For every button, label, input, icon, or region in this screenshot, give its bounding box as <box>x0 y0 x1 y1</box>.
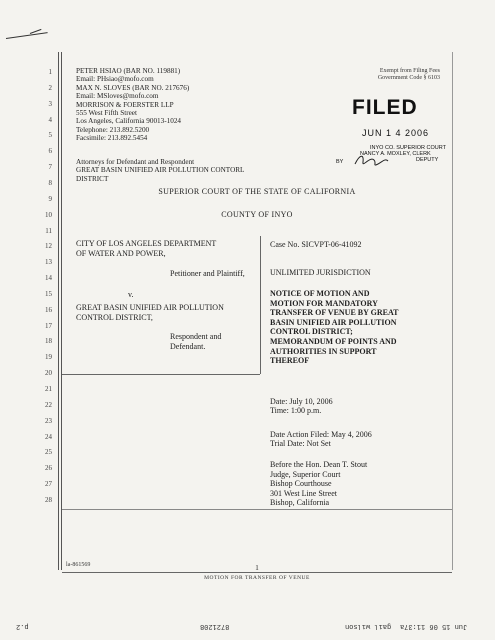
line-number: 22 <box>45 400 52 409</box>
attorney-line: Los Angeles, California 90013-1024 <box>76 117 182 126</box>
fax-timestamp: Jun 15 06 11:37a <box>400 622 468 630</box>
line-number: 28 <box>45 495 52 504</box>
judge-line: Bishop Courthouse <box>270 479 332 489</box>
margin-rule-left <box>58 52 59 570</box>
attorney-line: Telephone: 213.892.5200 <box>76 125 150 134</box>
document-title-line: NOTICE OF MOTION AND <box>270 289 370 298</box>
document-title-line: MEMORANDUM OF POINTS AND <box>270 336 397 346</box>
attorney-line: 555 West Fifth Street <box>76 109 137 118</box>
filed-stamp-by: BY <box>336 159 344 165</box>
line-number: 17 <box>45 321 52 330</box>
footer-title: MOTION FOR TRANSFER OF VENUE <box>204 575 310 581</box>
line-number: 20 <box>45 369 52 378</box>
judge-block <box>270 460 367 508</box>
attorneys-for-block <box>76 158 244 183</box>
line-number: 5 <box>48 131 52 140</box>
fax-number: 8721208 <box>200 622 230 630</box>
exempt-line: Exempt from Filing Fees <box>379 68 440 74</box>
footer-rule <box>62 572 452 573</box>
line-number: 15 <box>45 289 52 298</box>
line-number: 19 <box>45 353 52 362</box>
plaintiff-line: OF WATER AND POWER, <box>76 249 166 258</box>
document-title-line: CONTROL DISTRICT; <box>270 327 353 337</box>
margin-rule-left-inner <box>61 52 62 570</box>
attorney-line: Email: PHsiao@mofo.com <box>76 75 154 84</box>
document-title-line: MOTION FOR MANDATORY <box>270 298 378 308</box>
line-number: 6 <box>48 147 52 156</box>
jurisdiction: UNLIMITED JURISDICTION <box>270 268 371 277</box>
line-number: 27 <box>45 480 52 489</box>
attorney-header <box>76 67 189 143</box>
caption-bottom-rule <box>62 374 260 375</box>
defendant-role-line: Defendant. <box>170 342 206 351</box>
judge-line: Before the Hon. Dean T. Stout <box>270 460 368 469</box>
filed-stamp-title: FILED <box>352 96 418 119</box>
judge-line: Judge, Superior Court <box>270 469 341 479</box>
filed-stamp-court: INYO CO. SUPERIOR COURT <box>370 145 446 151</box>
line-number: 13 <box>45 258 52 267</box>
line-number: 23 <box>45 416 52 425</box>
defendant-role <box>170 332 221 352</box>
hearing-date: Date: July 10, 2006 <box>270 397 333 406</box>
footer-upper-rule <box>62 509 452 510</box>
attorney-line: MORRISON & FOERSTER LLP <box>76 100 174 109</box>
line-number: 14 <box>45 274 52 283</box>
plaintiff-role: Petitioner and Plaintiff, <box>170 269 245 278</box>
filed-stamp-deputy: DEPUTY <box>416 157 439 163</box>
court-name: SUPERIOR COURT OF THE STATE OF CALIFORNIA <box>158 187 356 196</box>
attorney-line: MAX N. SLOVES (BAR NO. 217676) <box>76 83 190 92</box>
attorney-line: Facsimile: 213.892.5454 <box>76 134 148 143</box>
footer-page-number: 1 <box>255 564 259 572</box>
line-number: 11 <box>45 226 52 235</box>
defendant-name <box>76 303 224 323</box>
line-number: 24 <box>45 432 52 441</box>
line-number: 8 <box>48 178 52 187</box>
trial-date: Trial Date: Not Set <box>270 439 331 448</box>
line-number: 21 <box>45 385 52 393</box>
line-number: 26 <box>45 464 52 473</box>
document-title <box>270 289 398 366</box>
court-county: COUNTY OF INYO <box>221 210 293 219</box>
case-number: Case No. SICVPT-06-41092 <box>270 240 362 249</box>
versus-text: v. <box>128 290 134 299</box>
line-number: 7 <box>48 163 52 172</box>
line-number: 9 <box>48 194 52 203</box>
exempt-line: Government Code § 6103 <box>377 75 440 81</box>
attorneys-for-line: Attorneys for Defendant and Respondent <box>76 158 195 166</box>
line-number: 1 <box>48 68 52 76</box>
margin-rule-right <box>452 52 453 570</box>
filed-stamp-clerk: NANCY A. MOXLEY, CLERK <box>360 151 431 157</box>
action-filed-date: Date Action Filed: May 4, 2006 <box>270 430 372 439</box>
line-number: 16 <box>45 305 52 314</box>
scan-mark <box>6 32 48 39</box>
judge-line: Bishop, California <box>270 498 330 508</box>
attorney-line: Email: MSloves@mofo.com <box>76 92 159 101</box>
judge-line: 301 West Line Street <box>270 488 337 498</box>
fax-sender: gail wilson <box>345 622 392 630</box>
line-number: 25 <box>45 448 52 457</box>
hearing-time: Time: 1:00 p.m. <box>270 406 322 415</box>
line-number: 4 <box>48 115 52 124</box>
line-number: 10 <box>45 210 52 219</box>
document-title-line: THEREOF <box>270 356 310 366</box>
defendant-line: GREAT BASIN UNIFIED AIR POLLUTION <box>76 303 224 312</box>
line-number: 18 <box>45 337 52 346</box>
document-title-line: BASIN UNIFIED AIR POLLUTION <box>270 317 397 327</box>
filed-stamp-date: JUN 1 4 2006 <box>362 128 430 138</box>
line-number: 3 <box>48 99 52 108</box>
document-title-line: AUTHORITIES IN SUPPORT <box>270 346 377 356</box>
clerk-signature-icon <box>352 152 392 170</box>
plaintiff-line: CITY OF LOS ANGELES DEPARTMENT <box>76 239 217 248</box>
attorney-line: PETER HSIAO (BAR NO. 119881) <box>76 67 181 75</box>
exempt-notice <box>340 68 440 82</box>
plaintiff-name <box>76 239 216 259</box>
line-number: 12 <box>45 242 52 251</box>
defendant-role-line: Respondent and <box>170 332 222 341</box>
fax-page: p.2 <box>16 622 29 630</box>
caption-divider <box>260 236 261 374</box>
attorneys-for-line: GREAT BASIN UNIFIED AIR POLLUTION CONTORL <box>76 166 245 175</box>
line-number: 2 <box>48 83 52 92</box>
document-title-line: TRANSFER OF VENUE BY GREAT <box>270 308 399 318</box>
defendant-line: CONTROL DISTRICT, <box>76 313 153 322</box>
footer-doc-id: la-861569 <box>66 562 91 568</box>
attorneys-for-line: DISTRICT <box>76 174 109 183</box>
